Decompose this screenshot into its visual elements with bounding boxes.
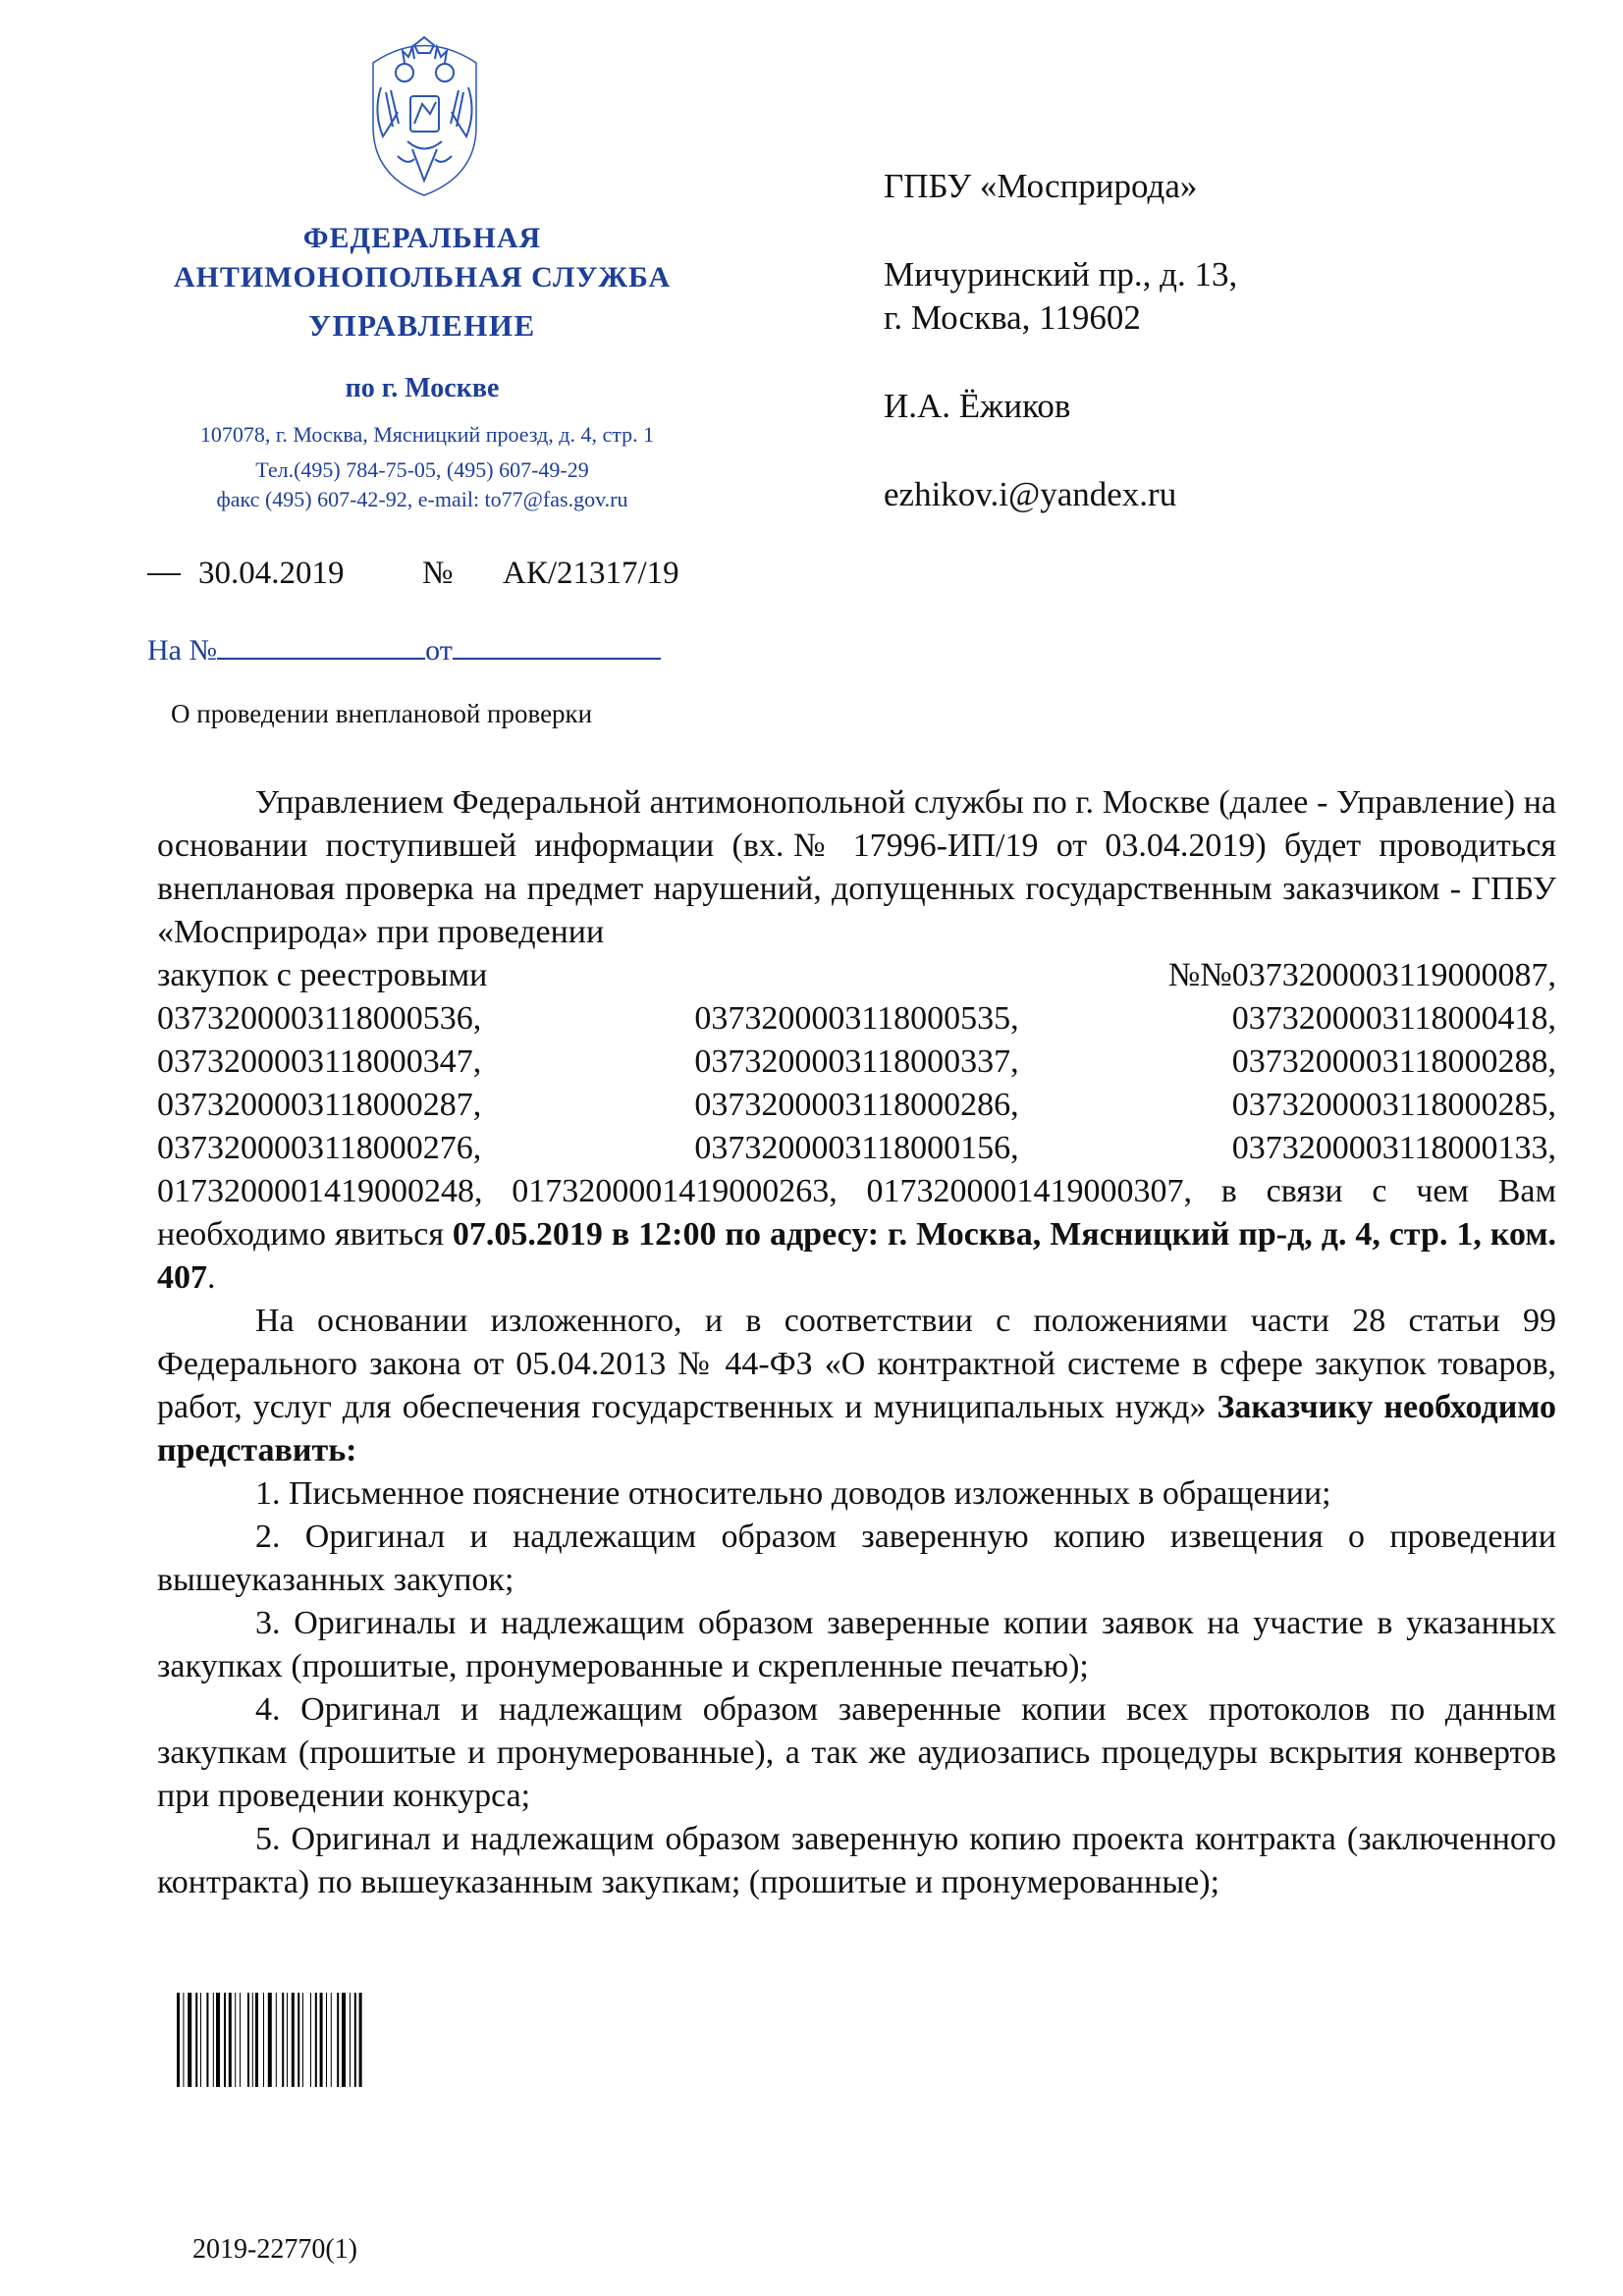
registry-code: 0373200003118000337,	[694, 1043, 1019, 1080]
paragraph-intro	[157, 781, 1556, 954]
list-item: 4. Оригинал и надлежащим образом заверенные копии всех протоколов по данным закупкам (прошитые и пронумерованные), а так же аудиозапись процедуры вскрытия конвертов при проведении конкурса;	[157, 1691, 1556, 1814]
letterhead-city: по г. Москве	[345, 373, 500, 403]
letterhead-phone: Тел.(495) 784-75-05, (495) 607-49-29	[255, 457, 589, 482]
codes-lead-left: закупок с реестровыми	[157, 957, 488, 993]
registry-code: 0373200003118000535,	[694, 1000, 1019, 1037]
registry-code: 0373200003118000156,	[694, 1130, 1019, 1166]
appointment-end: .	[207, 1259, 216, 1296]
letter-body	[157, 781, 1556, 1904]
registration-date: 30.04.2019	[198, 556, 345, 591]
requirement-heading: Заказчику необходимо представить:	[157, 1389, 1556, 1468]
addressee-city: г. Москва, 119602	[884, 298, 1141, 337]
registry-code: 0373200003118000287,	[157, 1087, 482, 1123]
registry-code: 0373200003118000276,	[157, 1130, 482, 1166]
registry-codes-grid	[157, 997, 1556, 1170]
document-code: 2019-22770(1)	[192, 2234, 357, 2265]
list-item: 2. Оригинал и надлежащим образом заверенную копию извещения о проведении вышеуказанных закупок;	[157, 1519, 1556, 1598]
registration-dash	[147, 573, 181, 575]
list-item: 1. Письменное пояснение относительно доводов изложенных в обращении;	[255, 1475, 1331, 1512]
registration-number: АК/21317/19	[503, 556, 679, 591]
registry-code: 0373200003118000418,	[1231, 1000, 1556, 1037]
reference-date-blank	[453, 636, 661, 660]
reference-prefix: На №	[147, 634, 218, 667]
addressee-person: И.А. Ёжиков	[884, 387, 1071, 425]
russian-coat-of-arms-icon	[353, 33, 496, 200]
registry-code: 0373200003118000133,	[1231, 1130, 1556, 1166]
paragraph-legal-basis	[157, 1300, 1556, 1472]
addressee-email: ezhikov.i@yandex.ru	[884, 475, 1177, 513]
legal-basis-text: На основании изложенного, и в соответствии с положениями части 28 статьи 99 Федерального закона от 05.04.2013 № 44-ФЗ «О контрактной системе в сфере закупок товаров, работ, услуг для обеспечения государственных и муниципальных нужд»	[157, 1303, 1556, 1425]
codes-lead-line	[157, 954, 1556, 997]
registry-code: 0373200003118000285,	[1231, 1087, 1556, 1123]
registry-code: 0373200003118000288,	[1231, 1043, 1556, 1080]
registry-code: 0373200003118000286,	[694, 1087, 1019, 1123]
barcode-icon	[177, 1993, 414, 2087]
reference-from: от	[425, 634, 453, 667]
codes-tail-text: 0173200001419000248, 0173200001419000263, 0173200001419000307, в связи с чем Вам необходимо явиться	[157, 1173, 1556, 1253]
registration-number-sign: №	[422, 556, 454, 591]
appointment-details: 07.05.2019 в 12:00 по адресу: г. Москва, Мясницкий пр-д, д. 4, стр. 1, ком. 407	[157, 1216, 1556, 1296]
reference-line	[147, 634, 661, 667]
letterhead-address: 107078, г. Москва, Мясницкий проезд, д. 4, стр. 1	[199, 422, 655, 447]
registry-code: 0373200003118000536,	[157, 1000, 482, 1037]
paragraph-appointment	[157, 1170, 1556, 1300]
list-item: 3. Оригиналы и надлежащим образом заверенные копии заявок на участие в указанных закупках (прошитые, пронумерованные и скрепленные печатью);	[157, 1605, 1556, 1684]
reference-number-blank	[217, 636, 425, 660]
addressee-street: Мичуринский пр., д. 13,	[884, 255, 1238, 294]
addressee-org: ГПБУ «Мосприрода»	[884, 167, 1198, 205]
letterhead-org-line3: УПРАВЛЕНИЕ	[308, 308, 536, 343]
codes-lead-right: №№0373200003119000087,	[1167, 957, 1556, 993]
list-item: 5. Оригинал и надлежащим образом заверенную копию проекта контракта (заключенного контракта) по вышеуказанным закупкам; (прошитые и пронумерованные);	[157, 1821, 1556, 1900]
paragraph-intro-text: Управлением Федеральной антимонопольной службы по г. Москве (далее - Управление) на основании поступившей информации (вх.№ 17996-ИП/19 от 03.04.2019) будет проводиться внеплановая проверка на предмет нарушений, допущенных государственным заказчиком - ГПБУ «Мосприрода» при проведении	[157, 784, 1556, 950]
letterhead-org-line2: АНТИМОНОПОЛЬНАЯ СЛУЖБА	[173, 261, 672, 294]
letterhead-fax: факс (495) 607-42-92, e-mail: to77@fas.gov.ru	[216, 487, 628, 511]
registry-code: 0373200003118000347,	[157, 1043, 482, 1080]
letterhead-org-line1: ФЕДЕРАЛЬНАЯ	[302, 222, 542, 254]
letter-subject: О проведении внеплановой проверки	[171, 699, 593, 728]
